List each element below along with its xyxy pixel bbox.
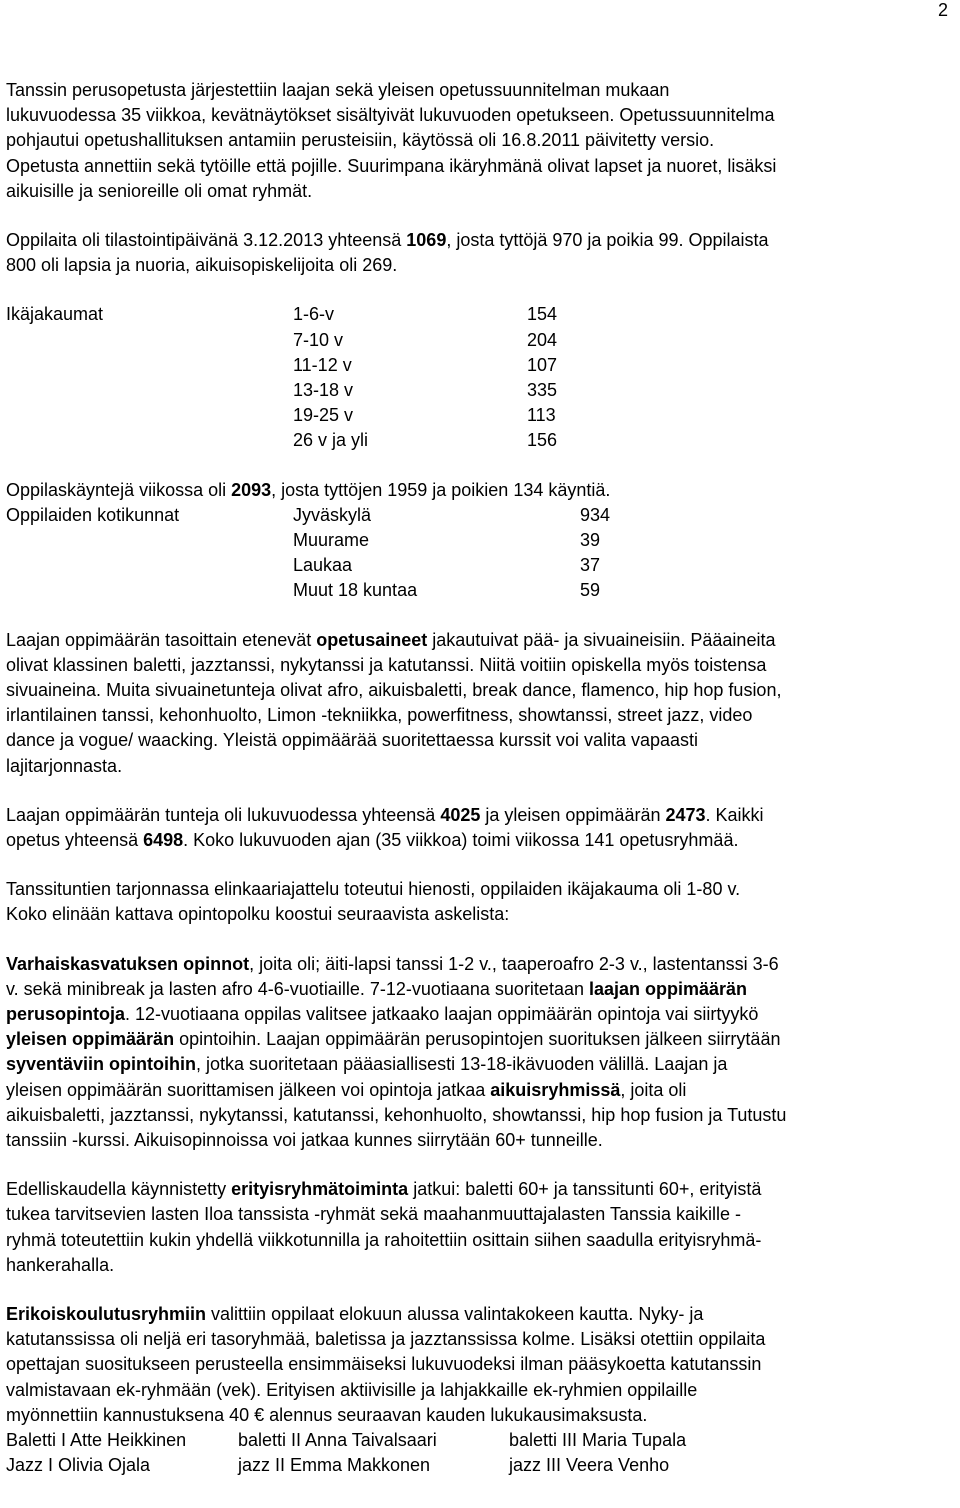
text-line: yleisen oppimäärän opintoihin. Laajan oppimäärän perusopintojen suorituksen jälkeen siirrytään — [6, 1029, 781, 1050]
age-count: 335 — [527, 379, 558, 400]
ballet-teachers-row — [6, 1428, 956, 1453]
teacher-entry: baletti II Anna Taivalsaari — [238, 1429, 437, 1450]
text-line: yleisen oppimäärän suorittamisen jälkeen voi opintoja jatkaa aikuisryhmissä, joita oli — [6, 1079, 687, 1100]
text-line: syventäviin opintoihin, jotka suoritetaan pääasiallisesti 13-18-ikävuoden välillä. Laajan ja — [6, 1054, 728, 1075]
intro-paragraph — [6, 78, 956, 204]
municipality-row — [6, 553, 956, 578]
text-line: myönnettiin kannustuksena 40 € alennus seuraavan kauden lukukausimaksusta. — [6, 1404, 648, 1425]
jazz-teachers-row — [6, 1453, 956, 1478]
text-line: Tanssituntien tarjonnassa elinkaariajattelu toteutui hienosti, oppilaiden ikäjakauma oli 1-80 v. — [6, 879, 741, 900]
text-line: sivuaineina. Muita sivuainetunteja olivat afro, aikuisbaletti, break dance, flamenco, hip hop fusion, — [6, 679, 782, 700]
page-number: 2 — [937, 0, 948, 20]
age-groups-label: Ikäjakaumat — [6, 304, 104, 325]
teacher-entry: jazz II Emma Makkonen — [238, 1455, 431, 1476]
text-line: Oppilaita oli tilastointipäivänä 3.12.2013 yhteensä 1069, josta tyttöjä 970 ja poikia 99. Oppilaista — [6, 230, 769, 251]
text-line: Koko elinään kattava opintopolku koostui seuraavista askelista: — [6, 904, 510, 925]
teacher-entry: jazz III Veera Venho — [509, 1455, 670, 1476]
age-group: 26 v ja yli — [293, 430, 369, 451]
text-line: Oppilaskäyntejä viikossa oli 2093, josta tyttöjen 1959 ja poikien 134 käyntiä. — [6, 479, 611, 500]
age-count: 204 — [527, 329, 558, 350]
municipality-count: 934 — [580, 504, 611, 525]
text-line: opettajan suositukseen perusteella ensimmäiseksi lukuvuodeksi ilman pääsykoetta katutanssin — [6, 1354, 762, 1375]
text-line: dance ja vogue/ waacking. Yleistä oppimäärää suoritettaessa kurssit voi valita vapaasti — [6, 730, 699, 751]
visits-total: 2093 — [231, 479, 272, 500]
document-body — [6, 78, 956, 1478]
municipality-name: Laukaa — [293, 555, 353, 576]
text-line: Varhaiskasvatuksen opinnot, joita oli; äiti-lapsi tanssi 1-2 v., taaperoafro 2-3 v., lastentanssi 3-6 — [6, 953, 779, 974]
text-line: Laajan oppimäärän tunteja oli lukuvuodessa yhteensä 4025 ja yleisen oppimäärän 2473. Kaikki — [6, 804, 764, 825]
text-line: 800 oli lapsia ja nuoria, aikuisopiskelijoita oli 269. — [6, 255, 398, 276]
age-count: 113 — [527, 405, 556, 426]
lessons-paragraph — [6, 803, 956, 853]
text-line: aikuisbaletti, jazztanssi, nykytanssi, katutanssi, kehonhuolto, showtanssi, hip hop fusion ja Tutustu — [6, 1104, 787, 1125]
text-line: katutanssissa oli neljä eri tasoryhmää, baletissa ja jazztanssissa kolme. Lisäksi otettiin oppilaita — [6, 1329, 766, 1350]
text-line: pohjautui opetushallituksen antamiin perusteisiin, käytössä oli 16.8.2011 päivitetty versio. — [6, 130, 715, 151]
text-line: Laajan oppimäärän tasoittain etenevät opetusaineet jakautuivat pää- ja sivuaineisiin. Pääaineita — [6, 629, 776, 650]
municipalities-label: Oppilaiden kotikunnat — [6, 504, 180, 525]
text-line: Tanssin perusopetusta järjestettiin laajan sekä yleisen opetussuunnitelman mukaan — [6, 80, 670, 100]
municipality-name: Muurame — [293, 529, 370, 550]
municipality-count: 39 — [580, 529, 601, 550]
lifespan-paragraph — [6, 877, 956, 927]
teacher-entry: Jazz I Olivia Ojala — [6, 1455, 151, 1476]
text-line: aikuisille ja senioreille oli omat ryhmät. — [6, 180, 313, 201]
text-line: irlantilainen tanssi, kehonhuolto, Limon -tekniikka, powerfitness, showtanssi, street jazz, video — [6, 705, 753, 726]
text-line: lukuvuodessa 35 viikkoa, kevätnäytökset sisältyivät lukuvuoden opetukseen. Opetussuunnitelma — [6, 105, 775, 126]
visits-paragraph — [6, 478, 956, 503]
age-count: 107 — [527, 354, 558, 375]
text-line: ryhmä toteutettiin kukin yhdellä viikkotunnilla ja rahoitettiin osittain siihen saadulla erityisryhmä- — [6, 1229, 762, 1250]
text-line: olivat klassinen baletti, jazztanssi, nykytanssi ja katutanssi. Niitä voitiin opiskella myös toistensa — [6, 654, 767, 675]
text-line: Opetusta annettiin sekä tytöille että pojille. Suurimpana ikäryhmänä olivat lapset ja nuoret, lisäksi — [6, 155, 777, 176]
text-line: perusopintoja. 12-vuotiaana oppilas valitsee jatkaako laajan oppimäärän opintoja vai siirtyykö — [6, 1003, 759, 1024]
age-group: 7-10 v — [293, 329, 344, 350]
municipality-name: Muut 18 kuntaa — [293, 580, 418, 601]
age-group: 1-6-v — [293, 304, 335, 325]
training-groups-paragraph — [6, 1302, 956, 1478]
text-line: Erikoiskoulutusryhmiin valittiin oppilaat elokuun alussa valintakokeen kautta. Nyky- ja — [6, 1303, 704, 1324]
age-count: 154 — [527, 304, 558, 325]
municipality-count: 59 — [580, 580, 601, 601]
students-total: 1069 — [406, 230, 447, 251]
municipality-count: 37 — [580, 555, 601, 576]
text-line: v. sekä minibreak ja lasten afro 4-6-vuotiaille. 7-12-vuotiaana suoritetaan laajan oppimäärän — [6, 978, 748, 999]
age-group: 11-12 v — [293, 354, 352, 375]
municipality-row — [6, 528, 956, 553]
age-row — [6, 328, 956, 353]
subjects-paragraph — [6, 628, 956, 779]
age-group: 13-18 v — [293, 379, 354, 400]
age-row — [6, 302, 956, 327]
text-line: tanssiin -kurssi. Aikuisopinnoissa voi jatkaa kunnes siirrytään 60+ tunneille. — [6, 1129, 603, 1150]
study-path-paragraph — [6, 952, 956, 1154]
municipalities-table — [6, 503, 956, 604]
municipality-name: Jyväskylä — [293, 504, 372, 525]
municipality-row — [6, 503, 956, 528]
text-line: valmistavaan ek-ryhmään (vek). Erityisen aktiivisille ja lahjakkaille ek-ryhmien oppilaille — [6, 1379, 698, 1400]
age-groups-table — [6, 302, 956, 453]
text-line: tukea tarvitsevien lasten Iloa tanssista -ryhmät sekä maahanmuuttajalasten Tanssia kaikille - — [6, 1204, 742, 1225]
teacher-entry: Baletti I Atte Heikkinen — [6, 1429, 187, 1450]
text-line: lajitarjonnasta. — [6, 755, 123, 776]
age-row — [6, 403, 956, 428]
age-row — [6, 353, 956, 378]
text-line: Edelliskaudella käynnistetty erityisryhmätoiminta jatkui: baletti 60+ ja tanssitunti 60+, erityistä — [6, 1179, 762, 1200]
age-count: 156 — [527, 430, 558, 451]
teacher-entry: baletti III Maria Tupala — [509, 1429, 687, 1450]
age-row — [6, 428, 956, 453]
age-row — [6, 378, 956, 403]
text-line: hankerahalla. — [6, 1254, 115, 1275]
text-line: opetus yhteensä 6498. Koko lukuvuoden ajan (35 viikkoa) toimi viikossa 141 opetusryhmää. — [6, 829, 739, 850]
municipality-row — [6, 578, 956, 603]
students-paragraph — [6, 228, 956, 278]
age-group: 19-25 v — [293, 405, 354, 426]
special-groups-paragraph — [6, 1177, 956, 1278]
